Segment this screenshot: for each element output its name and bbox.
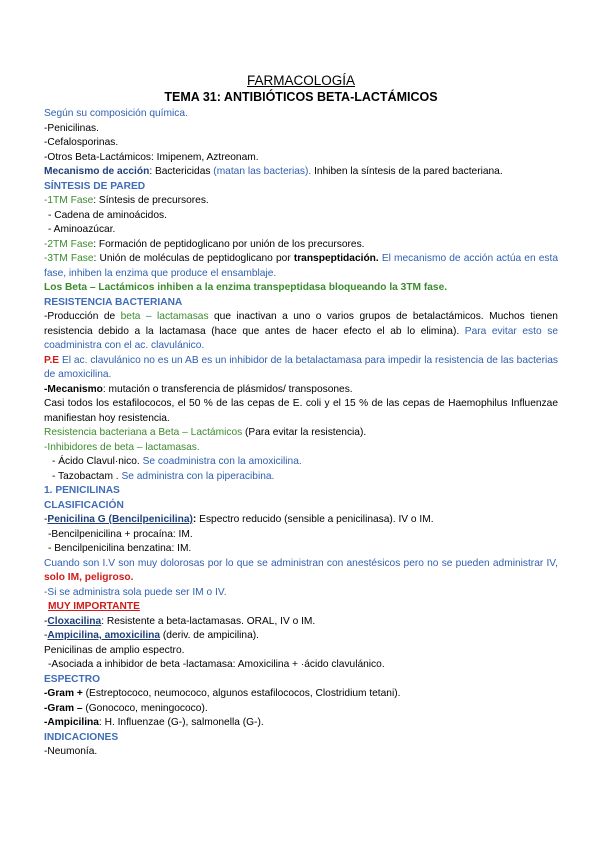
fase-1-text: : Síntesis de precursores. (93, 195, 209, 206)
fase-1-label: -1TM Fase (44, 195, 94, 206)
list-item (44, 470, 558, 485)
acido-note: Se coadministra con la amoxicilina. (142, 456, 302, 467)
list-item (44, 455, 558, 470)
mecanismo-resistencia (44, 383, 558, 398)
list-item: -Otros Beta-Lactámicos: Imipenem, Aztreonam. (44, 151, 259, 163)
fase-3 (44, 252, 558, 281)
pe-paragraph (44, 354, 558, 383)
ampicilina-espectro-text: : H. Influenzae (G-), salmonella (G-). (98, 717, 264, 728)
gram-negativo-text: (Gonococo, meningococo). (82, 702, 208, 714)
gram-positivo-text: (Estreptococo, neumococo, algunos estafilococos, Clostridium tetani). (82, 688, 401, 699)
list-item: - Bencilpenicilina benzatina: IM. (48, 543, 192, 554)
penicilina-g-dash: - (44, 514, 48, 525)
ampicilina-label: Ampicilina, amoxicilina (47, 630, 161, 641)
pe-text: El ac. clavulánico no es un AB es un inhibidor de la betalactamasa para impedir la resistencia de las bacterias de amoxicilina. (44, 354, 558, 380)
penicilina-g-label: Penicilina G (Bencilpenicilina) (47, 514, 193, 525)
produccion-note: Para evitar esto se coadministra con el ac. clavulánico. (44, 325, 558, 351)
list-item: - Cadena de aminoácidos. (48, 209, 167, 221)
list-item: - Aminoazúcar. (48, 224, 116, 235)
mecanismo-accion (44, 165, 558, 180)
tazo-note: Se administra con la piperacibina. (121, 470, 275, 482)
list-item: -Cefalosporinas. (44, 137, 119, 148)
mecanismo-note: (matan las bacterias). (213, 166, 312, 177)
cuando-text: Cuando son I.V son muy dolorosas por lo que se administran con anestésicos pero no se pueden administrar IV, (44, 557, 558, 569)
mecanismo-resistencia-label: -Mecanismo (44, 383, 103, 395)
sola-line: -Si se administra sola puede ser IM o IV. (44, 586, 227, 598)
penicilina-g-colon: : (192, 514, 197, 525)
ampicilina-espectro (44, 716, 558, 731)
ampicilina-espectro-label: -Ampicilina (44, 717, 99, 728)
cuando-paragraph (44, 557, 558, 586)
fase-2-text: : Formación de peptidoglicano por unión de los precursores. (93, 238, 365, 250)
gram-positivo-label: -Gram + (44, 688, 83, 699)
clasificacion-heading: CLASIFICACIÓN (44, 499, 124, 511)
fase-2 (44, 238, 558, 253)
pe-label: P.E (44, 354, 60, 366)
resistencia-beta-text: (Para evitar la resistencia). (242, 427, 367, 438)
fase-3-label: -3TM Fase (44, 253, 94, 264)
ampicilina (44, 629, 558, 644)
acido-text: - Ácido Clavul·nico. (52, 456, 143, 467)
fase-3-bold: transpeptidación. (293, 253, 379, 264)
inhibidores-heading: -Inhibidores de beta – lactamasas. (44, 441, 200, 453)
cloxacilina (44, 615, 558, 630)
cloxacilina-label: Cloxacilina (47, 615, 102, 627)
mecanismo-text-2: Inhiben la síntesis de la pared bacteriana. (311, 166, 503, 177)
document-page (44, 72, 558, 760)
cloxacilina-text: : Resistente a beta-lactamasas. ORAL, IV o IM. (101, 615, 316, 627)
fase-2-label: -2TM Fase (44, 238, 94, 250)
amplio-espectro: Penicilinas de amplio espectro. (44, 644, 185, 656)
mecanismo-label: Mecanismo de acción (44, 166, 150, 177)
tazo-text: - Tazobactam . (52, 470, 122, 482)
muy-importante: MUY IMPORTANTE (48, 601, 140, 612)
sintesis-heading: SÍNTESIS DE PARED (44, 180, 146, 192)
fase-3-note: El mecanismo de acción actúa en esta fase, inhiben la enzima que produce el ensamblaje. (44, 253, 559, 279)
penicilinas-heading: 1. PENICILINAS (44, 485, 120, 496)
asociada-line: -Asociada a inhibidor de beta -lactamasa: Amoxicilina + ·ácido clavulánico. (48, 659, 385, 670)
ampicilina-dash: - (44, 630, 48, 641)
list-item: -Penicilinas. (44, 122, 99, 134)
gram-positivo (44, 687, 558, 702)
list-item: -Bencilpenicilina + procaína: IM. (48, 528, 193, 540)
produccion-text: -Producción de (44, 311, 121, 322)
mecanismo-resistencia-text: : mutación o transferencia de plásmidos/ transposones. (102, 383, 353, 395)
fase-3-text: : Unión de moléculas de peptidoglicano por (93, 253, 294, 264)
produccion-paragraph (44, 310, 558, 354)
espectro-heading: ESPECTRO (44, 673, 101, 685)
indicaciones-heading: INDICACIONES (44, 731, 119, 743)
document-subtitle: TEMA 31: ANTIBIÓTICOS BETA-LACTÁMICOS (164, 90, 438, 104)
list-item: -Neumonía. (44, 746, 98, 757)
mecanismo-text: : Bactericidas (149, 166, 214, 177)
produccion-text-2: que inactivan a uno o varios grupos de betalactámicos. Muchos tienen resistencia debido a la lactamasa (hace que antes de hacer efecto el ab lo elimina). (44, 311, 558, 337)
cloxacilina-dash: - (44, 615, 48, 627)
penicilina-g (44, 513, 558, 528)
composicion-heading: Según su composición química. (44, 108, 188, 119)
gram-negativo-label: -Gram – (44, 702, 83, 714)
cuando-warning: solo IM, peligroso. (44, 572, 134, 583)
resistencia-heading: RESISTENCIA BACTERIANA (44, 296, 183, 308)
resistencia-beta (44, 426, 558, 441)
estafilococos-paragraph: Casi todos los estafilococos, el 50 % de las cepas de E. coli y el 15 % de las cepas de Haemophilus Influenzae manifiestan hoy resistencia. (44, 398, 558, 424)
produccion-term: beta – lactamasas (120, 311, 209, 322)
gram-negativo (44, 702, 558, 717)
document-title: FARMACOLOGÍA (246, 73, 356, 88)
ampicilina-text: (deriv. de ampicilina). (160, 630, 259, 641)
penicilina-g-text: Espectro reducido (sensible a penicilinasa). IV o IM. (196, 514, 434, 525)
resistencia-beta-label: Resistencia bacteriana a Beta – Lactámicos (44, 427, 243, 438)
beta-note: Los Beta – Lactámicos inhiben a la enzima transpeptidasa bloqueando la 3TM fase. (44, 282, 448, 293)
fase-1 (44, 194, 558, 209)
